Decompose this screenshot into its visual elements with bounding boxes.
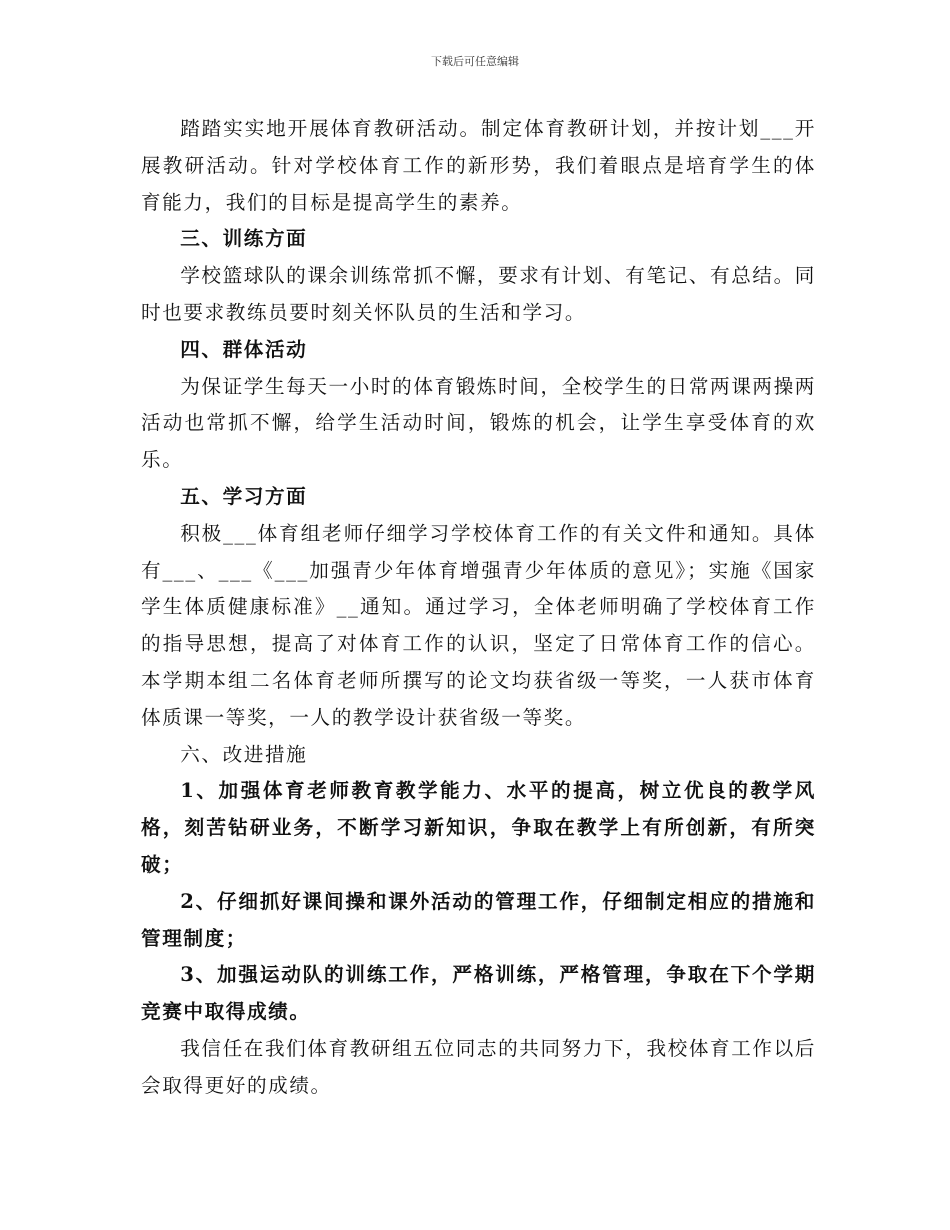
paragraph-conclusion: 我信任在我们体育教研组五位同志的共同努力下，我校体育工作以后会取得更好的成绩。 [141,1036,816,1097]
section-heading-study: 五、学习方面 [180,484,308,508]
paragraph-study: 积极___体育组老师仔细学习学校体育工作的有关文件和通知。具体有___、___《___加强青少年体育增强青少年体质的意见》；实施《国家学生体质健康标准》__通知。通过学习，全体老师明确了学校体育工作的指导思想，提高了对体育工作的认识，坚定了日常体育工作的信心。本学期本组二名体育老师所撰写的论文均获省级一等奖，一人获市体育体质课一等奖，一人的教学设计获省级一等奖。 [141,521,816,729]
improvement-item-2: 2、仔细抓好课间操和课外活动的管理工作，仔细制定相应的措施和管理制度； [141,889,816,950]
section-heading-improvements: 六、改进措施 [180,742,308,766]
section-heading-group-activities: 四、群体活动 [180,337,308,361]
section-heading-training: 三、训练方面 [180,227,308,251]
page-header: 下载后可任意编辑 [431,55,519,68]
document-body [141,111,816,1105]
improvement-item-1: 1、加强体育老师教育教学能力、水平的提高，树立优良的教学风格，刻苦钻研业务，不断学习新知识，争取在教学上有所创新，有所突破； [141,779,816,876]
paragraph-research-activities: 踏踏实实地开展体育教研活动。制定体育教研计划，并按计划___开展教研活动。针对学校体育工作的新形势，我们着眼点是培育学生的体育能力，我们的目标是提高学生的素养。 [141,117,816,214]
paragraph-training: 学校篮球队的课余训练常抓不懈，要求有计划、有笔记、有总结。同时也要求教练员要时刻关怀队员的生活和学习。 [141,264,816,324]
paragraph-group-activities: 为保证学生每天一小时的体育锻炼时间，全校学生的日常两课两操两活动也常抓不懈，给学生活动时间，锻炼的机会，让学生享受体育的欢乐。 [141,374,816,472]
improvement-item-3: 3、加强运动队的训练工作，严格训练，严格管理，争取在下个学期竞赛中取得成绩。 [141,963,816,1024]
